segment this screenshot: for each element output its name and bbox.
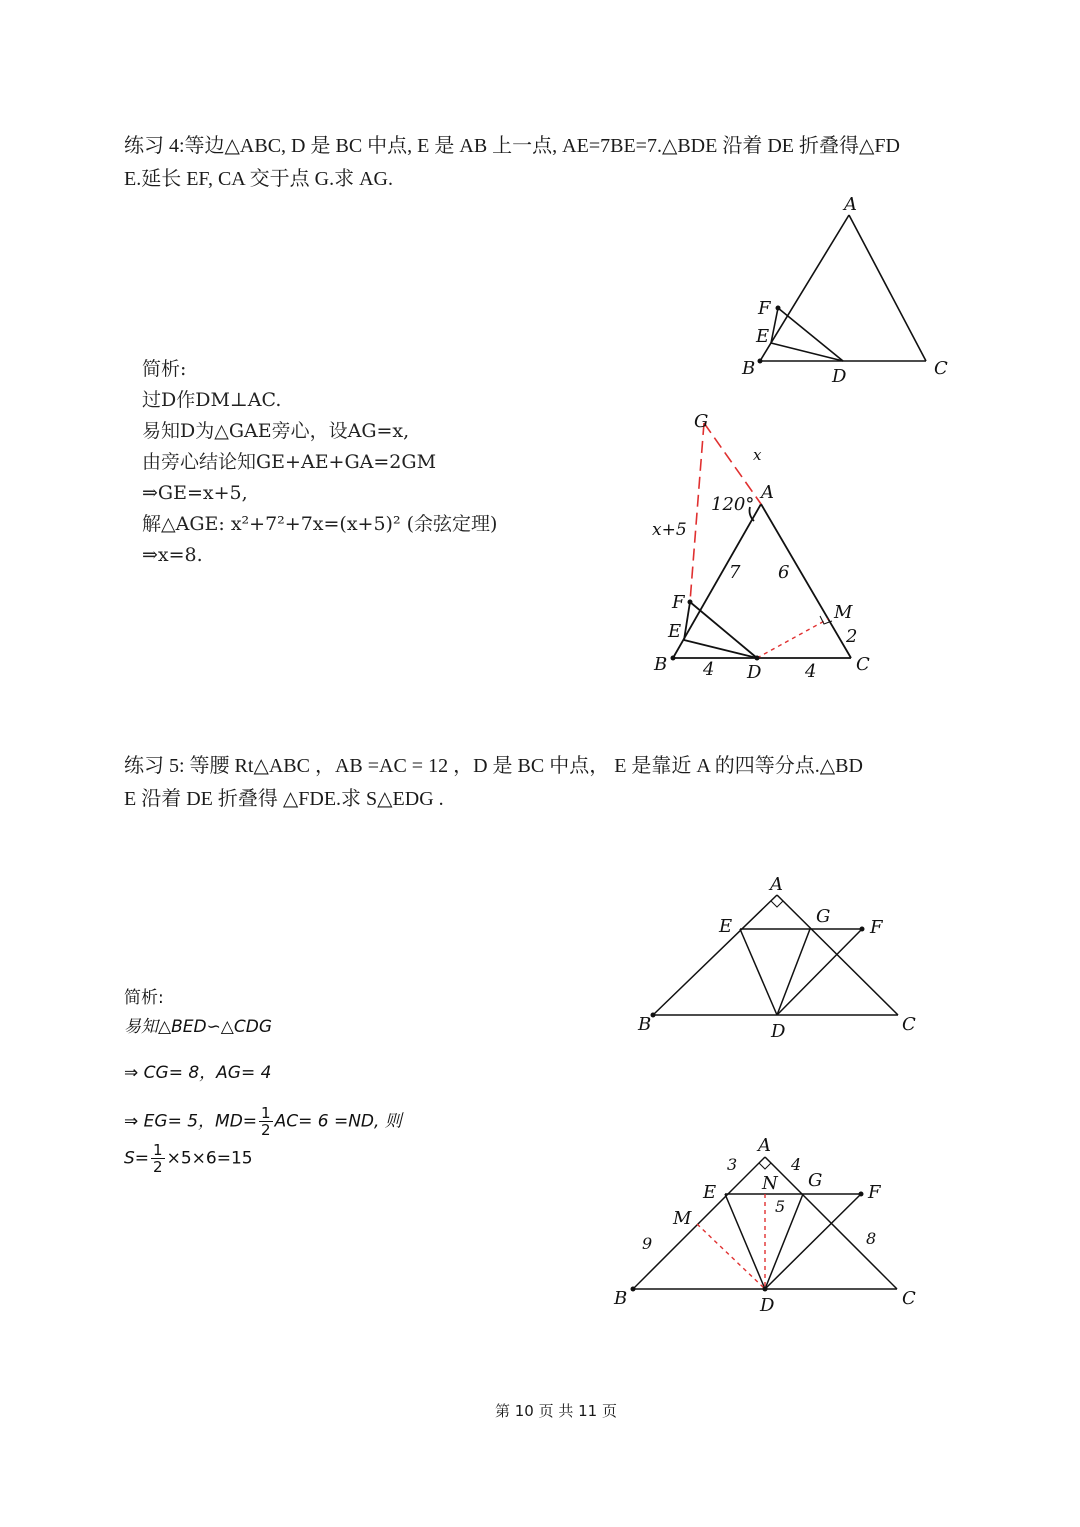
analysis-line: ⇒ CG= 8，AG= 4: [124, 1063, 272, 1083]
exercise4-figure2: [640, 405, 900, 690]
fig2-label: C: [856, 654, 870, 675]
fig4-label: F: [868, 1182, 881, 1203]
fig4-label: C: [902, 1288, 916, 1309]
analysis-text: S=: [124, 1148, 150, 1169]
analysis-heading: 简析:: [124, 988, 164, 1008]
fraction: [151, 1142, 165, 1175]
analysis-line: 易知△BED∽△CDG: [124, 1017, 273, 1037]
fig2-label: B: [654, 654, 668, 675]
fig3-label: E: [719, 916, 733, 937]
fig1-label: F: [758, 298, 771, 319]
exercise4-analysis: [142, 354, 497, 571]
fig3-label: G: [816, 906, 831, 927]
fig2-label: x: [753, 446, 762, 464]
fraction: [259, 1105, 273, 1138]
fig3-label: C: [902, 1014, 916, 1035]
fig4-label: A: [758, 1135, 771, 1156]
fig4-label: E: [703, 1182, 717, 1203]
exercise4-line1: 练习 4:等边△ABC, D 是 BC 中点, E 是 AB 上一点, AE=7BE=7.△BDE 沿着 DE 折叠得△FD: [124, 135, 900, 157]
fig3-label: B: [638, 1014, 652, 1035]
exercise5-figure3: [630, 868, 930, 1043]
fig2-label: 120°: [711, 494, 755, 515]
fraction-numerator: 1: [153, 1141, 163, 1159]
analysis-line: [124, 1105, 402, 1138]
fig4-label: N: [762, 1173, 778, 1194]
exercise4-statement: [124, 130, 964, 196]
exercise5-line1: 练习 5: 等腰 Rt△ABC ，AB =AC = 12 ，D 是 BC 中点， E 是靠近 A 的四等分点.△BD: [124, 755, 863, 777]
fig3-label: D: [771, 1021, 786, 1042]
exercise5-figure4: [605, 1130, 935, 1320]
fig4-label: B: [614, 1288, 628, 1309]
fig4-label: M: [673, 1208, 692, 1229]
fig4-label: 8: [866, 1229, 877, 1248]
fig1-label: E: [756, 326, 770, 347]
exercise5-analysis: [124, 986, 402, 1175]
fig4-label: 3: [727, 1155, 738, 1174]
fig2-label: G: [694, 411, 709, 432]
fig2-label: A: [761, 482, 774, 503]
fig2-label: M: [834, 602, 853, 623]
fig4-label: 4: [791, 1155, 802, 1174]
fig3-label: F: [870, 917, 883, 938]
analysis-line: 过D作DM⊥AC.: [142, 389, 282, 411]
fig1-label: D: [832, 366, 847, 387]
fig1-label: C: [934, 358, 948, 379]
analysis-line: 解△AGE: x²+7²+7x=(x+5)² (余弦定理): [142, 513, 498, 535]
exercise5-line2: E 沿着 DE 折叠得 △FDE.求 S△EDG .: [124, 788, 444, 810]
fig2-label: 4: [703, 659, 715, 680]
analysis-line: 易知D为△GAE旁心，设AG=x,: [142, 420, 410, 442]
fig2-label: 6: [778, 562, 790, 583]
fig4-label: 9: [642, 1234, 653, 1253]
exercise5-statement: [124, 750, 964, 816]
fig2-label: 4: [805, 661, 817, 682]
analysis-line: [124, 1142, 402, 1175]
analysis-text: ×5×6=15: [166, 1148, 253, 1169]
page-number-footer: 第 10 页 共 11 页: [494, 1402, 617, 1420]
analysis-text: AC= 6 =ND, 则: [274, 1111, 402, 1132]
fig2-label: D: [747, 662, 762, 683]
analysis-line: ⇒x=8.: [142, 544, 203, 566]
exercise4-figure1: [730, 190, 960, 390]
fig2-label: 7: [729, 562, 741, 583]
fig4-label: D: [760, 1295, 775, 1316]
analysis-heading: 简析:: [142, 358, 187, 380]
exercise4-line2: E.延长 EF, CA 交于点 G.求 AG.: [124, 168, 393, 190]
analysis-line: 由旁心结论知GE+AE+GA=2GM: [142, 451, 437, 473]
fig2-label: 2: [846, 626, 858, 647]
fig3-label: A: [770, 874, 783, 895]
analysis-line: ⇒GE=x+5,: [142, 482, 248, 504]
fig4-label: 5: [775, 1197, 786, 1216]
fraction-numerator: 1: [261, 1104, 271, 1122]
analysis-text: ⇒ EG= 5，MD=: [124, 1111, 258, 1132]
fraction-denominator: 2: [261, 1121, 271, 1139]
fig2-label: x+5: [652, 520, 687, 540]
fig4-label: G: [808, 1170, 823, 1191]
fig1-label: B: [742, 358, 756, 379]
fraction-denominator: 2: [153, 1158, 163, 1176]
fig1-label: A: [844, 194, 857, 215]
fig2-label: E: [668, 621, 682, 642]
fig2-label: F: [672, 592, 685, 613]
